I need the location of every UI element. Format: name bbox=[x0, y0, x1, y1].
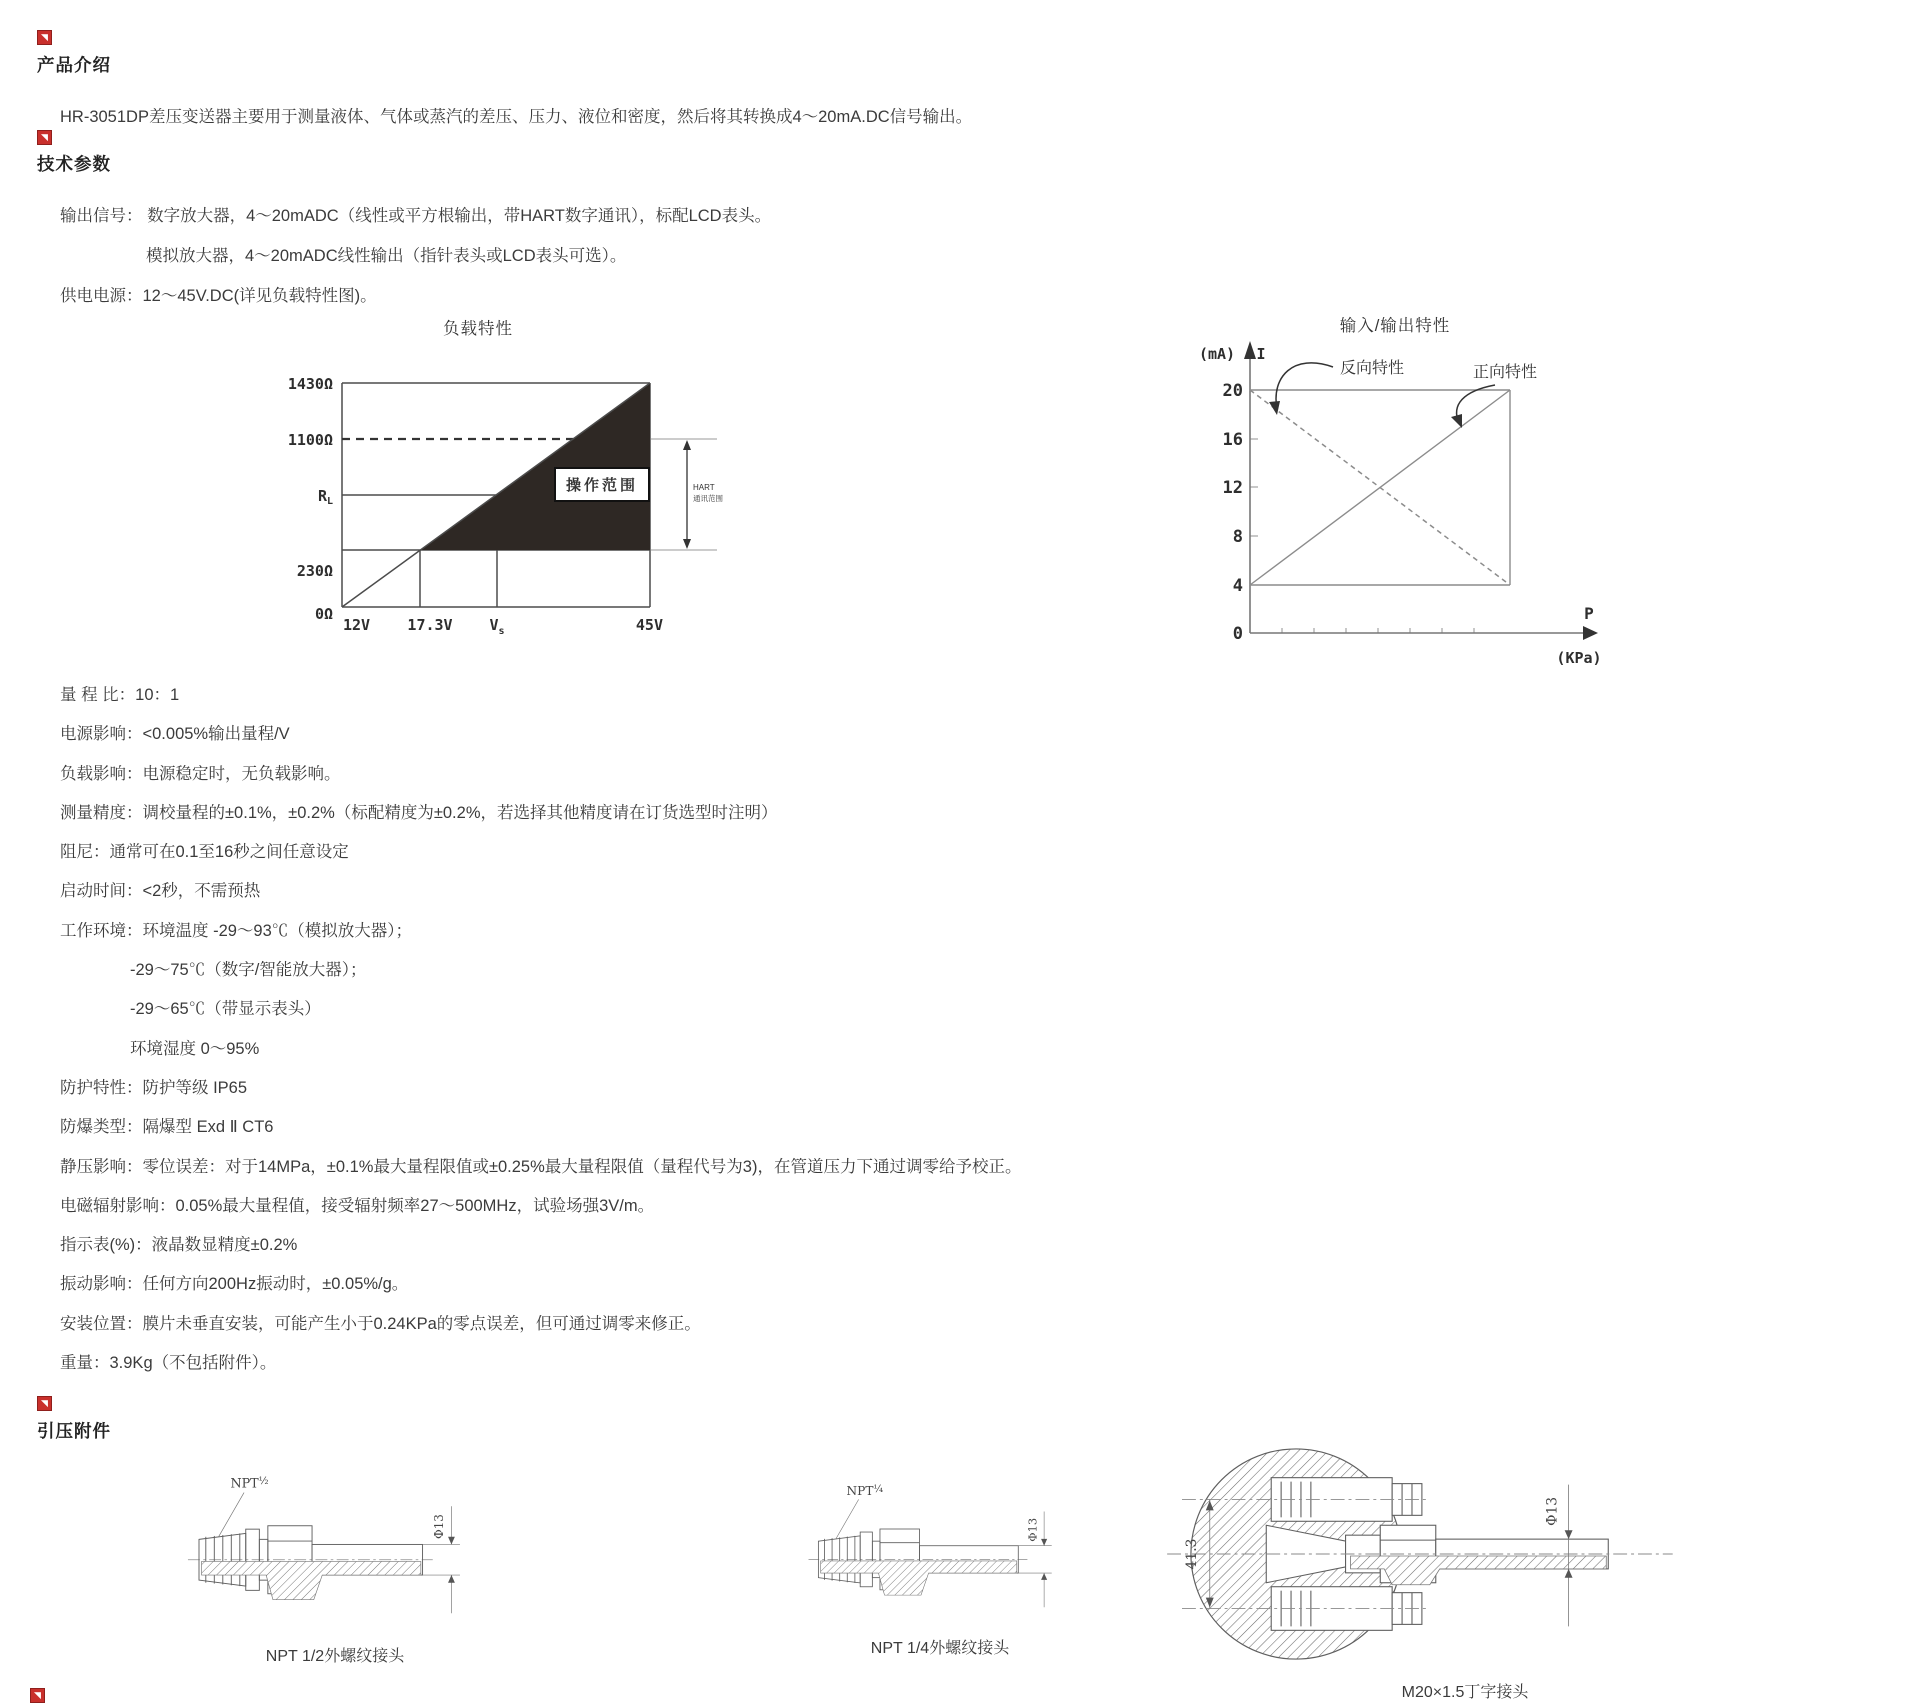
param-line: 防护特性：防护等级 IP65 bbox=[60, 1078, 248, 1097]
y-label-230: 230Ω bbox=[296, 562, 333, 580]
fitting-caption: NPT 1/4外螺纹接头 bbox=[870, 1640, 1010, 1657]
x-unit-label: (KPa) bbox=[1556, 649, 1602, 667]
operating-range-label: 操作范围 bbox=[565, 477, 639, 494]
chart-title: 输入/输出特性 bbox=[1339, 317, 1451, 335]
fitting-caption: M20×1.5丁字接头 bbox=[1401, 1684, 1529, 1701]
y-tick-0: 0 bbox=[1232, 624, 1243, 644]
red-bullet-icon: ◥ bbox=[30, 1688, 45, 1703]
param-line: -29～65℃（带显示表头） bbox=[130, 1000, 321, 1019]
section-title-intro: 产品介绍 bbox=[37, 55, 111, 75]
param-line: 负载影响：电源稳定时，无负载影响。 bbox=[60, 764, 341, 783]
x-axis-symbol: P bbox=[1584, 604, 1594, 623]
hart-range-label-1: HART bbox=[693, 483, 715, 492]
diameter-dim-label: Φ13 bbox=[1025, 1517, 1040, 1542]
y-tick-20: 20 bbox=[1222, 381, 1243, 401]
x-label-17v: 17.3V bbox=[407, 616, 453, 634]
y-label-rl: $R_L$ bbox=[317, 487, 333, 507]
section-hatch bbox=[821, 1561, 1017, 1595]
param-line: 阻尼：通常可在0.1至16秒之间任意设定 bbox=[60, 843, 349, 862]
x-label-12v: 12V bbox=[343, 616, 371, 634]
param-line: 供电电源：12～45V.DC(详见负载特性图)。 bbox=[60, 287, 377, 305]
thread-size-label: $NPT^{\frac{1}{4}}$ bbox=[846, 1483, 884, 1498]
param-line: 测量精度：调校量程的±0.1%，±0.2%（标配精度为±0.2%，若选择其他精度请在订货选型时注明） bbox=[60, 803, 778, 822]
load-characteristics-chart bbox=[225, 318, 725, 663]
y-axis-symbol: I bbox=[1256, 345, 1266, 363]
thread-size-label: $NPT^{\frac{1}{2}}$ bbox=[230, 1476, 269, 1492]
intro-paragraph: HR-3051DP差压变送器主要用于测量液体、气体或蒸汽的差压、压力、液位和密度，然后将其转换成4～20mA.DC信号输出。 bbox=[60, 108, 973, 126]
reverse-label-arrow bbox=[1276, 363, 1333, 409]
io-characteristics-chart bbox=[1165, 315, 1615, 682]
param-line: 防爆类型：隔爆型 Exd Ⅱ CT6 bbox=[60, 1118, 274, 1137]
red-bullet-icon: ◥ bbox=[37, 30, 52, 45]
param-line: 重量：3.9Kg（不包括附件）。 bbox=[60, 1354, 277, 1373]
chart-title: 负载特性 bbox=[443, 320, 513, 338]
section-title-tech: 技术参数 bbox=[37, 154, 111, 174]
param-line: 环境湿度 0～95% bbox=[130, 1039, 260, 1058]
fitting-caption: NPT 1/2外螺纹接头 bbox=[265, 1648, 405, 1665]
param-line: -29～75℃（数字/智能放大器）； bbox=[130, 961, 367, 980]
y-tick-4: 4 bbox=[1232, 576, 1243, 596]
x-label-vs: $V_s$ bbox=[489, 616, 505, 637]
param-line: 指示表(%)：液晶数显精度±0.2% bbox=[60, 1236, 298, 1255]
fitting-drawing-npt12 bbox=[150, 1462, 520, 1666]
param-line: 模拟放大器，4～20mADC线性输出（指针表头或LCD表头可选）。 bbox=[146, 247, 627, 265]
y-tick-16: 16 bbox=[1222, 430, 1243, 450]
y-label-0: 0Ω bbox=[314, 605, 333, 623]
param-line: 电源影响：<0.005%输出量程/V bbox=[60, 725, 290, 744]
tech-top-lines bbox=[60, 196, 771, 316]
param-line: 启动时间：<2秒，不需预热 bbox=[60, 882, 261, 901]
hart-range-label-2: 通讯范围 bbox=[693, 494, 723, 503]
param-line: 振动影响：任何方向200Hz振动时，±0.05%/g。 bbox=[60, 1275, 409, 1294]
tech-param-list bbox=[60, 676, 1021, 1383]
fitting-drawing-m20 bbox=[1130, 1440, 1690, 1702]
height-dim-label: 41.3 bbox=[1183, 1538, 1200, 1570]
x-axis-arrow bbox=[1583, 626, 1598, 640]
diameter-dim-label: Φ13 bbox=[1544, 1496, 1561, 1526]
diameter-dim-label: Φ13 bbox=[431, 1514, 446, 1540]
red-bullet-icon: ◥ bbox=[37, 1396, 52, 1411]
param-line: 输出信号： 数字放大器，4～20mADC（线性或平方根输出，带HART数字通讯），标配LCD表头。 bbox=[60, 207, 772, 225]
fitting-drawing-npt14 bbox=[775, 1472, 1105, 1658]
red-bullet-icon: ◥ bbox=[37, 130, 52, 145]
y-label-1430: 1430Ω bbox=[287, 375, 333, 393]
param-line: 安装位置：膜片未垂直安装，可能产生小于0.24KPa的零点误差，但可通过调零来修正。 bbox=[60, 1314, 701, 1333]
y-tick-8: 8 bbox=[1232, 527, 1243, 547]
reverse-series-label: 反向特性 bbox=[1339, 360, 1405, 377]
param-line: 工作环境：环境温度 -29～93℃（模拟放大器）； bbox=[60, 921, 413, 940]
y-axis-arrow bbox=[1244, 341, 1256, 359]
param-line: 电磁辐射影响：0.05%最大量程值，接受辐射频率27～500MHz，试验场强3V/m。 bbox=[60, 1196, 655, 1215]
y-tick-12: 12 bbox=[1222, 478, 1243, 498]
section-hatch bbox=[202, 1561, 421, 1599]
forward-series-label: 正向特性 bbox=[1472, 364, 1538, 381]
param-line: 静压影响：零位误差：对于14MPa，±0.1%最大量程限值或±0.25%最大量程限值（量程代号为3)，在管道压力下通过调零给予校正。 bbox=[60, 1157, 1022, 1176]
section-title-fittings: 引压附件 bbox=[37, 1421, 111, 1441]
forward-label-arrow bbox=[1457, 385, 1495, 423]
y-label-1100: 1100Ω bbox=[287, 431, 333, 449]
x-label-45v: 45V bbox=[635, 616, 663, 634]
param-line: 量 程 比：10：1 bbox=[60, 686, 180, 704]
y-unit-label: (mA) bbox=[1198, 345, 1236, 363]
